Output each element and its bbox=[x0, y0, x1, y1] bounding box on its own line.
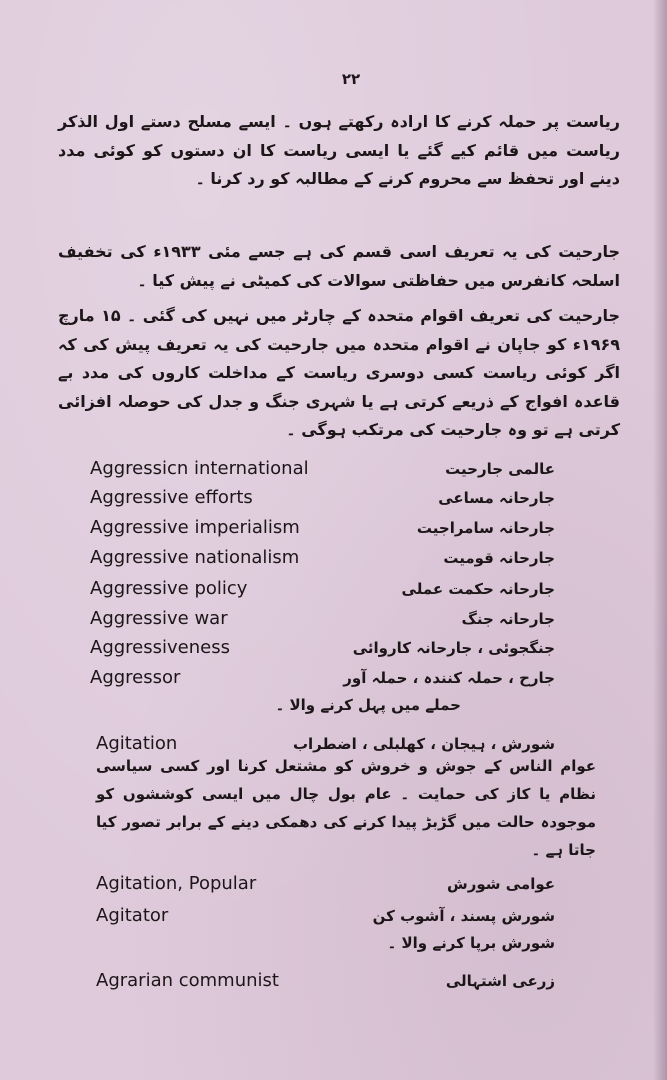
entry-term: Agitation, Popular bbox=[96, 873, 257, 894]
entry-meaning: زرعی اشتہالی bbox=[445, 972, 555, 990]
paragraph-1: ریاست پر حملہ کرنے کا ارادہ رکھتے ہوں ۔ ایسے مسلح دستے اول الذکر ریاست میں قائم کیے گئے یا ایسی ریاست کا ان دستوں کو کوئی مدد دینے اور تحفظ سے محروم کرنے کے مطالبہ کو رد کرنا ۔ bbox=[58, 112, 620, 188]
agitation-definition: عوام الناس کے جوش و خروش کو مشتعل کرنا اور کسی سیاسی نظام یا کاز کی حمایت ۔ عام بول چال میں ایسی کوششوں کو موجودہ حالت میں گڑبڑ پیدا کرنے کی دھمکی دینے کے برابر تصور کیا جاتا ہے ۔ bbox=[96, 757, 596, 859]
entry-term: Agitator bbox=[96, 905, 169, 926]
entry-aggression-international bbox=[0, 454, 667, 484]
entry-aggressor-sub: حملے میں پہل کرنے والا ۔ bbox=[275, 696, 461, 714]
entry-term: Agitation bbox=[96, 733, 178, 754]
entry-term: Aggressicn international bbox=[90, 458, 309, 479]
entry-meaning: عالمی جارحیت bbox=[445, 460, 555, 478]
entry-aggressor bbox=[0, 663, 667, 693]
entry-meaning: شورش پسند ، آشوب کن bbox=[372, 907, 555, 925]
entry-term: Agrarian communist bbox=[96, 970, 279, 991]
entry-term: Aggressive efforts bbox=[90, 487, 253, 508]
entry-aggressive-war bbox=[0, 604, 667, 634]
entry-aggressive-efforts bbox=[0, 483, 667, 513]
entry-meaning: جارحانہ قومیت bbox=[443, 549, 555, 567]
entry-term: Aggressive war bbox=[90, 608, 228, 629]
entry-term: Aggressiveness bbox=[90, 637, 230, 658]
entry-aggressive-policy bbox=[0, 574, 667, 604]
entry-meaning: جنگجوئی ، جارحانہ کاروائی bbox=[352, 639, 555, 657]
entry-term: Aggressive imperialism bbox=[90, 517, 300, 538]
entry-agitation-popular bbox=[0, 869, 667, 899]
entry-agitator-sub: شورش برپا کرنے والا ۔ bbox=[387, 934, 555, 952]
page-number: ۲۲ bbox=[341, 70, 361, 88]
entry-aggressive-imperialism bbox=[0, 513, 667, 543]
entry-meaning: جارحانہ مساعی bbox=[438, 489, 555, 507]
entry-term: Aggressive nationalism bbox=[90, 547, 300, 568]
entry-aggressiveness bbox=[0, 633, 667, 663]
paragraph-3: جارحیت کی تعریف اقوام متحدہ کے چارٹر میں نہیں کی گئی ۔ ۱۵ مارچ ۱۹۶۹ء کو جاپان نے اقوام متحدہ میں جارحیت کی یہ تعریف پیش کی کہ اگر کوئی ریاست کسی دوسری ریاست کے مداخلت کاروں کی مدد بے قاعدہ افواج کے ذریعے کرتی ہے یا شہری جنگ و جدل کی حوصلہ افزائی کرتی ہے تو وہ جارحیت کی مرتکب ہوگی ۔ bbox=[58, 306, 621, 439]
entry-meaning: جارحانہ سامراجیت bbox=[416, 519, 555, 537]
entry-meaning: عوامی شورش bbox=[447, 875, 555, 893]
entry-meaning: جارحانہ حکمت عملی bbox=[401, 580, 555, 598]
entry-meaning: جارحانہ جنگ bbox=[461, 610, 555, 628]
entry-meaning: جارح ، حملہ کنندہ ، حملہ آور bbox=[343, 669, 555, 687]
entry-aggressive-nationalism bbox=[0, 543, 667, 573]
entry-term: Aggressor bbox=[90, 667, 181, 688]
entry-agrarian-communist bbox=[0, 966, 667, 996]
paragraph-2: جارحیت کی یہ تعریف اسی قسم کی ہے جسے مئی ۱۹۳۳ء کی تخفیف اسلحہ کانفرس میں حفاظتی سوالات کی کمیٹی نے پیش کیا ۔ bbox=[58, 242, 620, 290]
entry-agitator bbox=[0, 901, 667, 931]
entry-term: Aggressive policy bbox=[90, 578, 248, 599]
entry-meaning: شورش ، ہیجان ، کھلبلی ، اضطراب bbox=[292, 735, 555, 753]
